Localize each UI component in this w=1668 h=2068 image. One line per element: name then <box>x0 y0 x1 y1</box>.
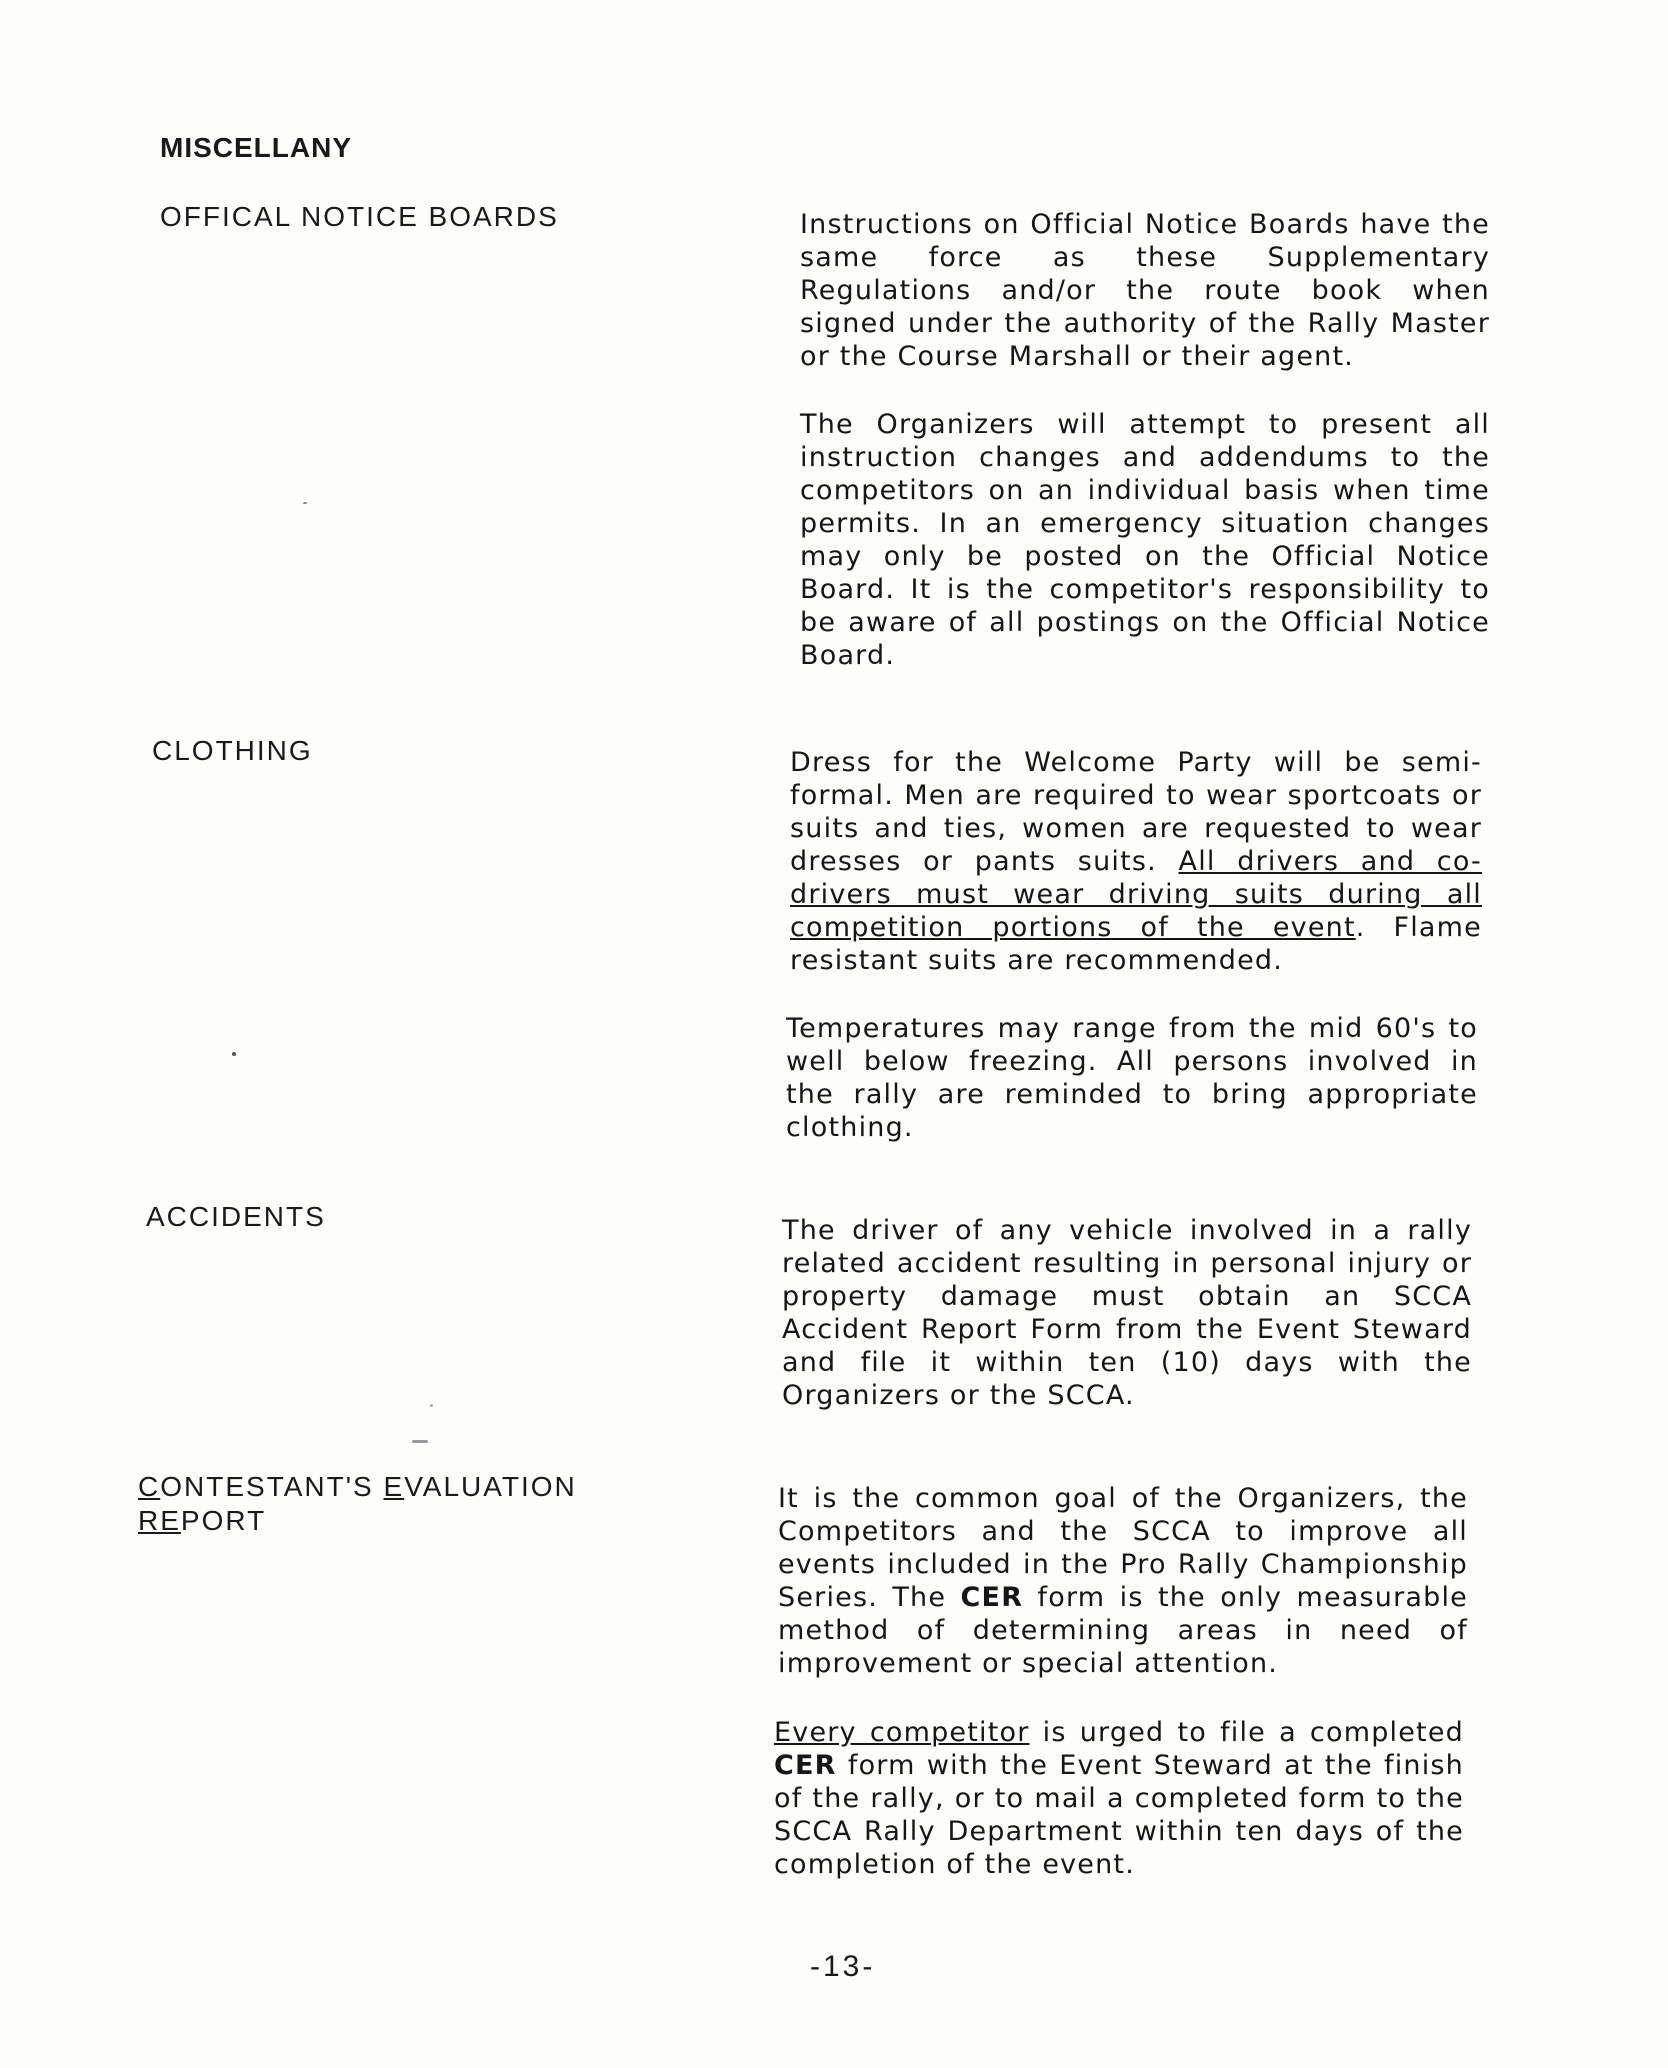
label-text-port: PORT <box>180 1505 267 1536</box>
cer-bold-2: CER <box>774 1750 837 1781</box>
scan-speck <box>232 1052 236 1056</box>
scan-speck <box>430 1404 433 1407</box>
scan-speck <box>303 502 307 504</box>
label-initial-c: C <box>138 1471 161 1502</box>
clothing-text-1: Dress for the Welcome Party will be semi-formal. Men are required to wear sportcoats or suits and ties, women are requested to wear dresses or pants suits. <box>790 747 1482 877</box>
label-clothing: CLOTHING <box>152 735 313 766</box>
paragraph-notice-boards-1: Instructions on Official Notice Boards have the same force as these Supplementary Regulations and/or the route book when signed under the authority of the Rally Master or the Course Marshall or their agent. <box>800 209 1490 372</box>
paragraph-clothing-2: Temperatures may range from the mid 60's to well below freezing. All persons involved in the rally are reminded to bring appropriate clothing. <box>786 1013 1478 1143</box>
label-initial-e: E <box>383 1471 405 1502</box>
cer-underlined-every-competitor: Every competitor <box>774 1717 1030 1748</box>
paragraph-accidents: The driver of any vehicle involved in a rally related accident resulting in personal injury or property damage must obtain an SCCA Accident Report Form from the Event Steward and file it within ten (10) days with the Organizers or the SCCA. <box>782 1215 1472 1411</box>
scan-speck <box>412 1440 428 1443</box>
label-accidents: ACCIDENTS <box>146 1201 326 1232</box>
label-initials-re: RE <box>138 1505 181 1536</box>
cer-bold-1: CER <box>960 1582 1024 1613</box>
paragraph-cer-1 <box>778 1482 1468 1680</box>
label-line-1 <box>138 1470 618 1504</box>
clothing-text-2: . Flame resistant suits are recommended. <box>790 912 1482 976</box>
cer-text-2: form is the only measurable method of determining areas in need of improvement or special attention. <box>778 1582 1468 1679</box>
paragraph-clothing-1 <box>790 746 1482 977</box>
paragraph-cer-2 <box>774 1716 1464 1881</box>
label-contestants-evaluation-report <box>138 1470 618 1538</box>
label-line-2 <box>138 1504 618 1538</box>
label-text-ontestants: ONTESTANT'S <box>160 1471 384 1502</box>
clothing-underlined-requirement: All drivers and co-drivers must wear driving suits during all competition portions of the event <box>790 846 1482 943</box>
label-text-valuation: VALUATION <box>404 1471 577 1502</box>
label-official-notice-boards: OFFICAL NOTICE BOARDS <box>160 201 559 232</box>
cer-text-3: is urged to file a completed <box>1029 1717 1464 1748</box>
section-heading: MISCELLANY <box>160 132 352 163</box>
paragraph-notice-boards-2: The Organizers will attempt to present all instruction changes and addendums to the competitors on an individual basis when time permits. In an emergency situation changes may only be posted on the Official Notice Board. It is the competitor's responsibility to be aware of all postings on the Official Notice Board. <box>800 409 1490 671</box>
page-number: -13- <box>810 1950 876 1983</box>
cer-text-4: form with the Event Steward at the finish of the rally, or to mail a completed form to the SCCA Rally Department within ten days of the completion of the event. <box>774 1750 1464 1880</box>
cer-text-1: It is the common goal of the Organizers, the Competitors and the SCCA to improve all events included in the Pro Rally Championship Series. The <box>778 1483 1468 1613</box>
